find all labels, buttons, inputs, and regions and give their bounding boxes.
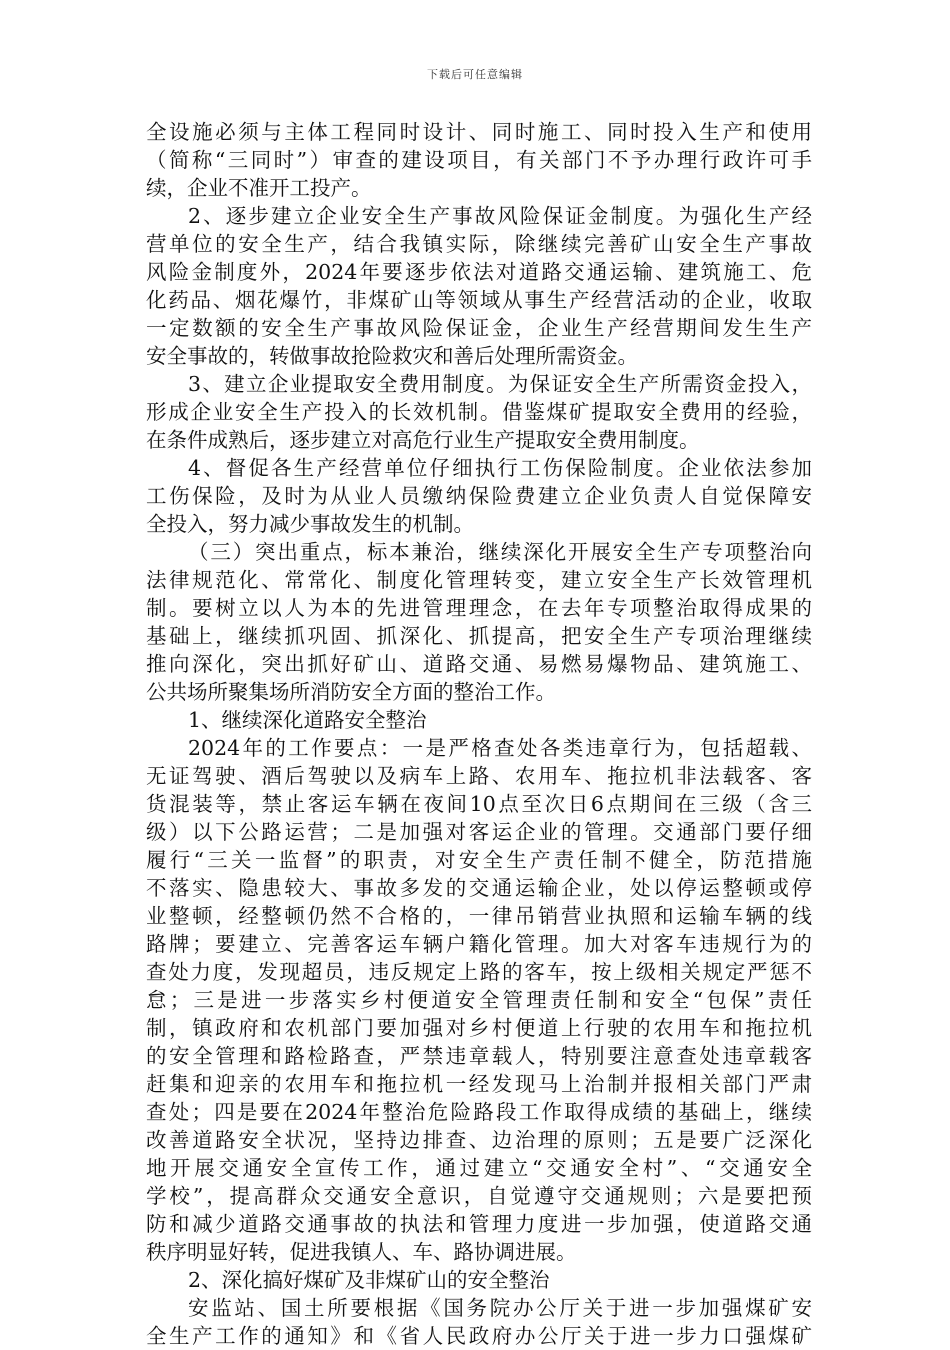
text-line: 货混装等，禁止客运车辆在夜间10点至次日6点期间在三级（含三 [146, 792, 812, 816]
text-line: 查处力度，发现超员，违反规定上路的客车，按上级相关规定严惩不 [146, 960, 812, 984]
text-line: 制。要树立以人为本的先进管理理念，在去年专项整治取得成果的 [146, 596, 812, 620]
text-line: 法律规范化、常常化、制度化管理转变，建立安全生产长效管理机 [146, 568, 812, 592]
text-line: 改善道路安全状况，坚持边排查、边治理的原则；五是要广泛深化 [146, 1128, 812, 1152]
text-line: （简称“三同时”）审查的建设项目，有关部门不予办理行政许可手 [146, 148, 812, 172]
text-line: 业整顿，经整顿仍然不合格的，一律吊销营业执照和运输车辆的线 [146, 904, 812, 928]
text-line: 1、继续深化道路安全整治 [188, 708, 427, 732]
text-line: 在条件成熟后，逐步建立对高危行业生产提取安全费用制度。 [146, 428, 700, 452]
text-line: 安全事故的，转做事故抢险救灾和善后处理所需资金。 [146, 344, 638, 368]
text-line: 安监站、国土所要根据《国务院办公厅关于进一步加强煤矿安 [188, 1296, 812, 1320]
text-line: 营单位的安全生产，结合我镇实际，除继续完善矿山安全生产事故 [146, 232, 812, 256]
text-line: 路牌；要建立、完善客运车辆户籍化管理。加大对客车违规行为的 [146, 932, 812, 956]
text-line: 3、建立企业提取安全费用制度。为保证安全生产所需资金投入， [188, 372, 812, 396]
text-line: 全投入，努力减少事故发生的机制。 [146, 512, 474, 536]
text-line: 2、逐步建立企业安全生产事故风险保证金制度。为强化生产经 [188, 204, 812, 228]
document-body [146, 118, 812, 1350]
text-line: 地开展交通安全宣传工作，通过建立“交通安全村”、“交通安全 [146, 1156, 812, 1180]
text-line: 的安全管理和路检路查，严禁违章载人，特别要注意查处违章载客 [146, 1044, 812, 1068]
text-line: 形成企业安全生产投入的长效机制。借鉴煤矿提取安全费用的经验， [146, 400, 812, 424]
text-line: 2、深化搞好煤矿及非煤矿山的安全整治 [188, 1268, 550, 1292]
text-line: 工伤保险，及时为从业人员缴纳保险费建立企业负责人自觉保障安 [146, 484, 812, 508]
text-line: 续，企业不准开工投产。 [146, 176, 372, 200]
text-line: 基础上，继续抓巩固、抓深化、抓提高，把安全生产专项治理继续 [146, 624, 812, 648]
text-line: 怠；三是进一步落实乡村便道安全管理责任制和安全“包保”责任 [146, 988, 812, 1012]
text-line: 秩序明显好转，促进我镇人、车、路协调进展。 [146, 1240, 577, 1264]
text-line: 化药品、烟花爆竹，非煤矿山等领域从事生产经营活动的企业，收取 [146, 288, 812, 312]
text-line: 全生产工作的通知》和《省人民政府办公厅关于进一步力口强煤矿 [146, 1324, 812, 1348]
text-line: 无证驾驶、酒后驾驶以及病车上路、农用车、拖拉机非法载客、客 [146, 764, 812, 788]
text-line: 制，镇政府和农机部门要加强对乡村便道上行驶的农用车和拖拉机 [146, 1016, 812, 1040]
text-line: 学校”，提高群众交通安全意识，自觉遵守交通规则；六是要把预 [146, 1184, 812, 1208]
text-line: （三）突出重点，标本兼治，继续深化开展安全生产专项整治向 [188, 540, 812, 564]
text-line: 防和减少道路交通事故的执法和管理力度进一步加强，使道路交通 [146, 1212, 812, 1236]
text-line: 一定数额的安全生产事故风险保证金，企业生产经营期间发生生产 [146, 316, 812, 340]
page-header: 下载后可任意编辑 [427, 68, 523, 81]
text-line: 2024年的工作要点：一是严格查处各类违章行为，包括超载、 [188, 736, 812, 760]
text-line: 履行“三关一监督”的职责，对安全生产责任制不健全，防范措施 [146, 848, 812, 872]
text-line: 赶集和迎亲的农用车和拖拉机一经发现马上治制并报相关部门严肃 [146, 1072, 812, 1096]
text-line: 全设施必须与主体工程同时设计、同时施工、同时投入生产和使用 [146, 120, 812, 144]
text-line: 风险金制度外，2024年要逐步依法对道路交通运输、建筑施工、危 [146, 260, 812, 284]
text-line: 级）以下公路运营；二是加强对客运企业的管理。交通部门要仔细 [146, 820, 812, 844]
text-line: 4、督促各生产经营单位仔细执行工伤保险制度。企业依法参加 [188, 456, 812, 480]
text-line: 查处；四是要在2024年整治危险路段工作取得成绩的基础上，继续 [146, 1100, 812, 1124]
text-line: 不落实、隐患较大、事故多发的交通运输企业，处以停运整顿或停 [146, 876, 812, 900]
text-line: 公共场所聚集场所消防安全方面的整治工作。 [146, 680, 556, 704]
text-line: 推向深化，突出抓好矿山、道路交通、易燃易爆物品、建筑施工、 [146, 652, 812, 676]
